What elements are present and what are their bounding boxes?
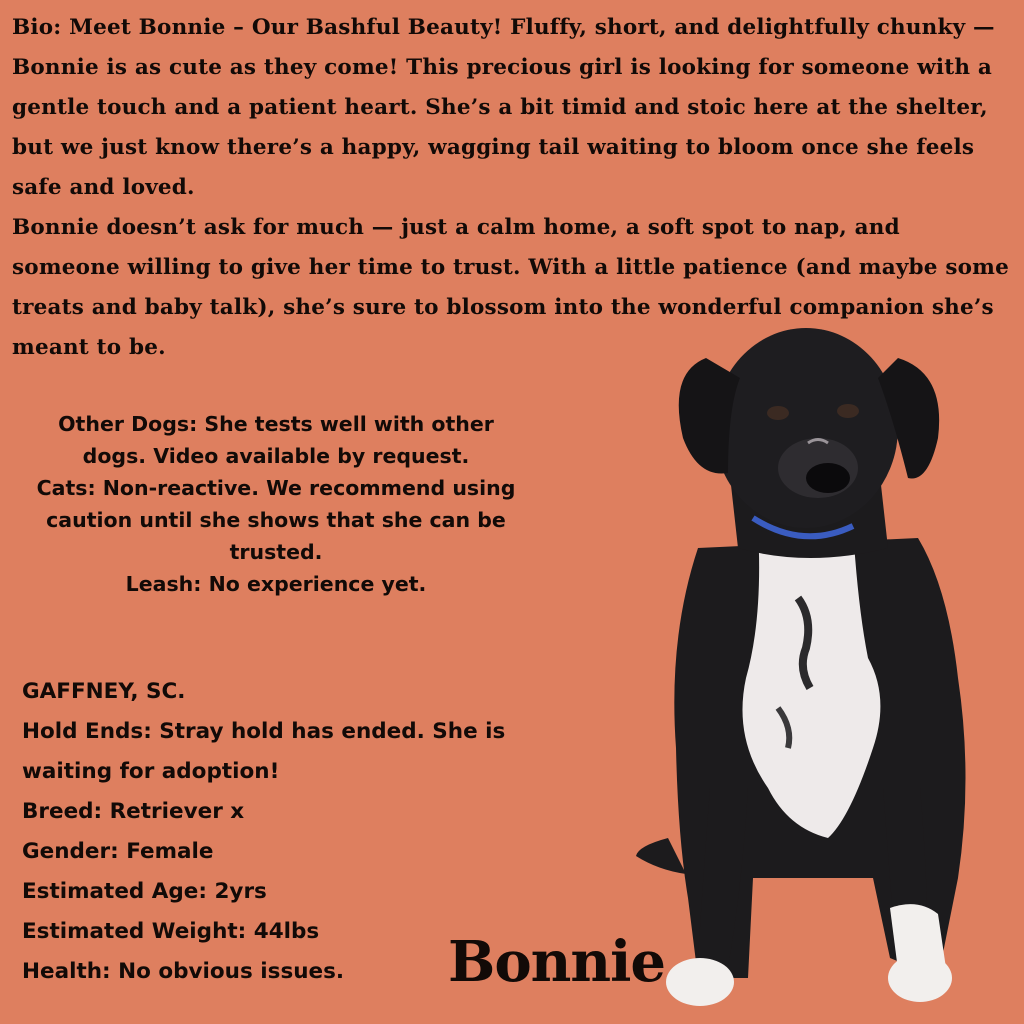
- dog-name-title: Bonnie: [448, 929, 666, 995]
- other-dogs-text: Other Dogs: She tests well with other dogs. Video available by request.: [58, 412, 494, 468]
- bio-paragraph: Bonnie doesn’t ask for much — just a calm home, a soft spot to nap, and someone willing to give her time to trust. With a little patience (and maybe some treats and baby talk), she’s sure to blossom into the wonderful companion she’s meant to be.: [12, 215, 1009, 360]
- weight-text: Estimated Weight: 44lbs: [22, 919, 320, 944]
- location-text: GAFFNEY, SC.: [22, 679, 186, 704]
- breed-text: Breed: Retriever x: [22, 799, 245, 824]
- health-text: Health: No obvious issues.: [22, 959, 345, 984]
- dog-photo-icon: [628, 318, 988, 1024]
- bio-paragraph: Bio: Meet Bonnie – Our Bashful Beauty! Fluffy, short, and delightfully chunky — Bonnie is as cute as they come! This precious girl is looking for someone with a gentle touch and a patient heart. She’s a bit timid and stoic here at the shelter, but we just know there’s a happy, wagging tail waiting to bloom once she feels safe and loved.: [12, 15, 995, 200]
- temperament-section: [26, 408, 526, 600]
- age-text: Estimated Age: 2yrs: [22, 879, 267, 904]
- bio-section: [12, 8, 1012, 368]
- leash-text: Leash: No experience yet.: [125, 572, 427, 596]
- cats-text: Cats: Non-reactive. We recommend using caution until she shows that she can be trusted.: [36, 476, 516, 564]
- dog-photo: [628, 318, 988, 1024]
- gender-text: Gender: Female: [22, 839, 214, 864]
- hold-ends-text: Hold Ends: Stray hold has ended. She is waiting for adoption!: [22, 719, 506, 784]
